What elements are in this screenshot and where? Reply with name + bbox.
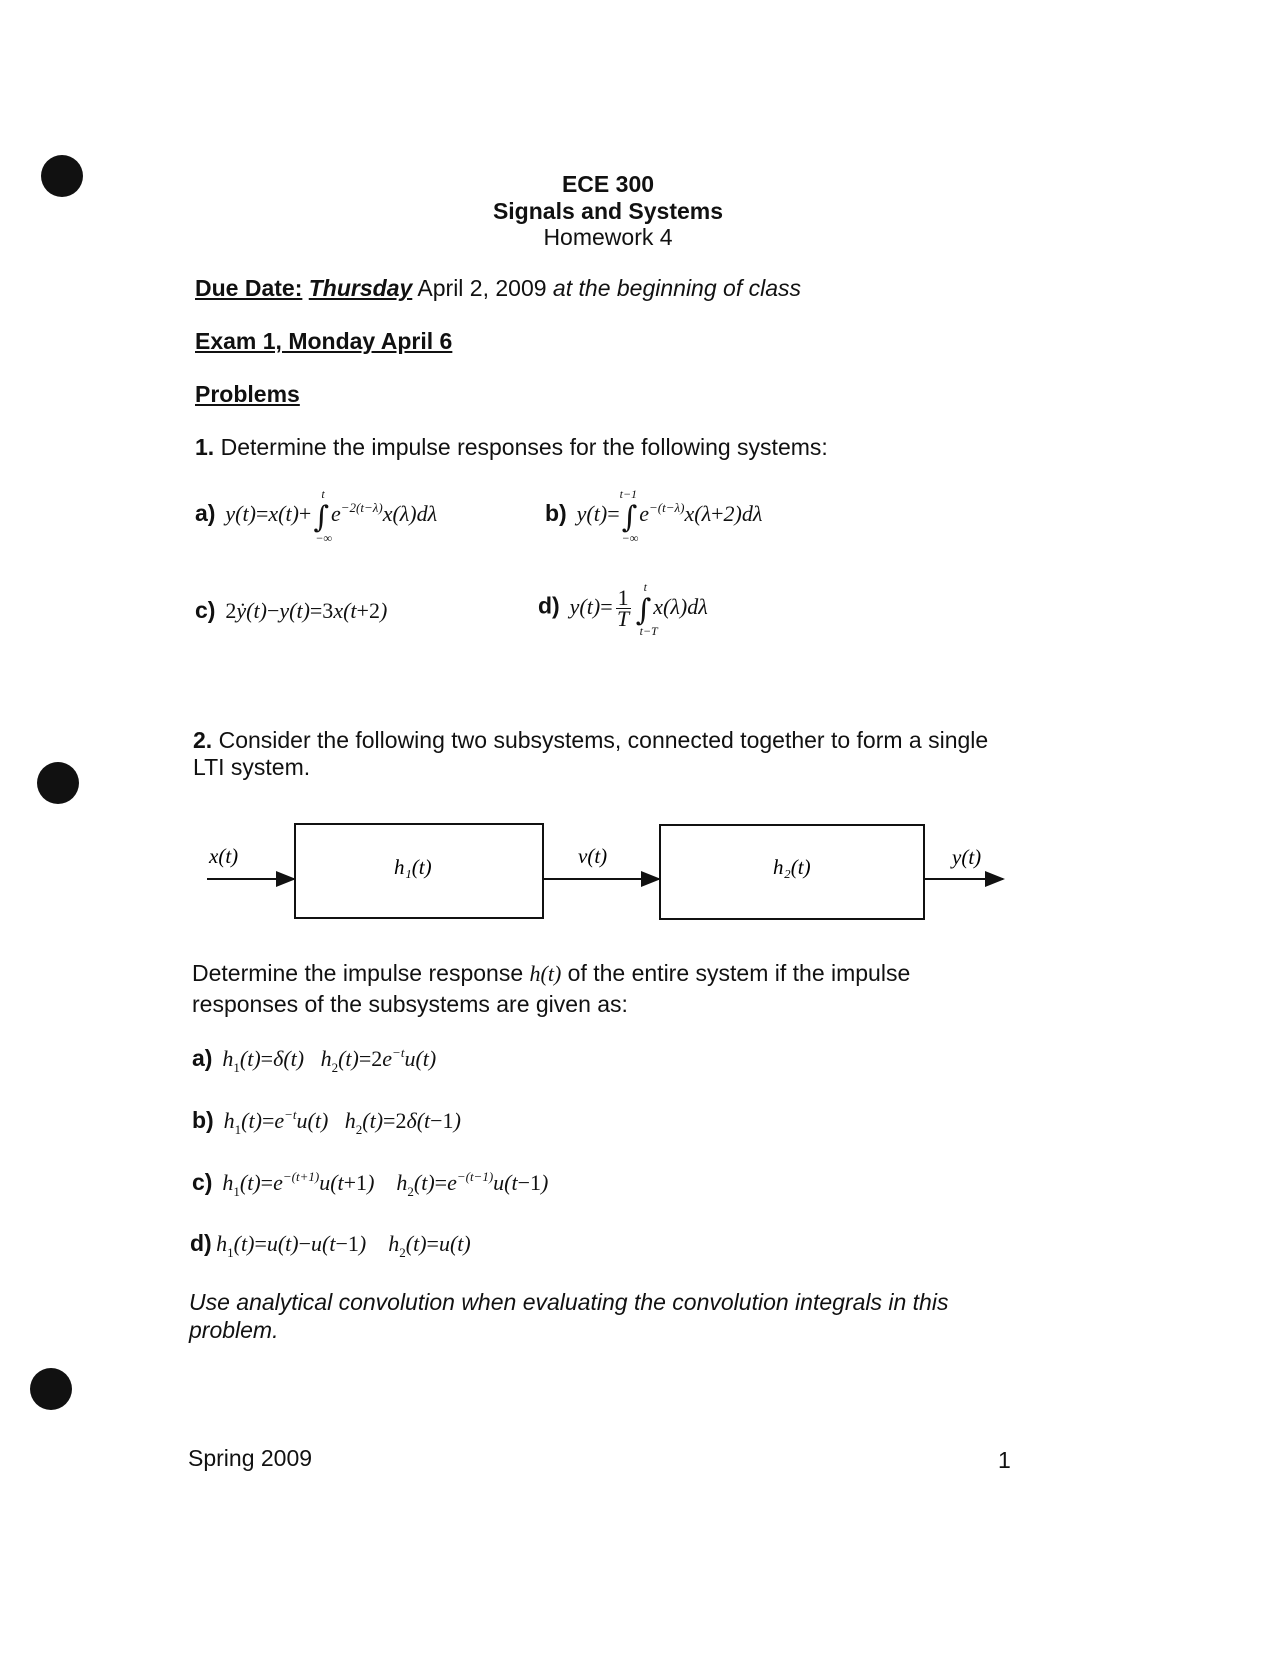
mid-signal-label: v(t) [578, 844, 608, 868]
exam-note: Exam 1, Monday April 6 [195, 328, 453, 354]
problem-2-text-line2: LTI system. [193, 754, 311, 780]
due-note: at the beginning of class [546, 275, 801, 301]
course-title: Signals and Systems [492, 198, 724, 224]
problem-2d-equation: $h_1(t)=u(t)-u(t-1)$ $h_2(t)=u(t)$ [216, 1231, 471, 1260]
problem-2b [192, 1107, 461, 1138]
problem-1b-upper-limit: t−1 [619, 487, 638, 501]
problem-1b-equation: y(t)=∫ t−1 −∞ $e^{-(t-\lambda)}x(\lambda+2)d\lambda$ [571, 487, 763, 545]
determine-text-a: Determine the impulse response [192, 960, 524, 986]
problem-1a-upper-limit: t [321, 487, 325, 501]
problem-1d-equation: y(t)= $\frac{1}{T}$ ∫ t t−T x(λ)dλ [564, 579, 708, 638]
problem-1d-lower-limit: t−T [639, 623, 658, 638]
note-line2: problem. [189, 1317, 279, 1343]
block-h2-label: h₂(t) [773, 855, 811, 879]
problem-2-determine [192, 958, 910, 1019]
output-signal-label: y(t) [952, 845, 982, 869]
problem-2c [192, 1169, 548, 1200]
problem-1a-label: a) [195, 500, 216, 526]
problem-2d [190, 1230, 471, 1261]
problem-1a [195, 487, 438, 545]
footer-term: Spring 2009 [188, 1445, 313, 1471]
block-diagram [195, 815, 1015, 930]
problem-1d-denominator: T [617, 606, 630, 631]
problems-heading: Problems [195, 381, 300, 407]
problem-2-text-line1: Consider the following two subsystems, connected together to form a single [212, 727, 989, 753]
problem-1c [195, 597, 387, 624]
block-h1-label: h₁(t) [394, 855, 432, 879]
problem-2d-label: d) [190, 1230, 212, 1256]
input-signal-label: x(t) [209, 844, 239, 868]
problem-1d-upper-limit: t [643, 579, 647, 594]
problem-2b-equation: $h_1(t)=e^{-t}u(t)$ $h_2(t)=2\delta(t-1)$ [218, 1107, 461, 1137]
determine-text-b: of the entire system if the impulse [561, 960, 911, 986]
problem-2a [192, 1045, 436, 1076]
problem-2c-equation: $h_1(t)=e^{-(t+1)}u(t+1)$ $h_2(t)=e^{-(t-1)}u(t-1)$ [216, 1169, 549, 1199]
problem-2c-label: c) [192, 1169, 213, 1195]
problem-1c-label: c) [195, 597, 216, 623]
problem-1-text: Determine the impulse responses for the following systems: [214, 434, 828, 460]
determine-text-line2: responses of the subsystems are given as: [192, 991, 628, 1017]
problem-1-statement [195, 432, 828, 462]
problem-1b [545, 487, 763, 545]
problem-1d-numerator: 1 [617, 585, 629, 610]
problem-1a-equation: y(t)=x(t)+∫ t −∞ $e^{-2(t-\lambda)}x(\lambda)d\lambda$ [219, 487, 438, 545]
problem-1-number: 1. [195, 434, 215, 460]
due-date: April 2, 2009 [412, 275, 547, 301]
problem-2-number: 2. [193, 727, 213, 753]
problem-1d-label: d) [538, 592, 560, 619]
convolution-note [189, 1288, 948, 1344]
problem-1b-lower-limit: −∞ [621, 531, 639, 545]
note-line1: Use analytical convolution when evaluating the convolution integrals in this [189, 1289, 949, 1315]
binder-hole-bottom [30, 1368, 72, 1410]
due-date-label: Due Date: [195, 275, 303, 301]
problem-2a-label: a) [192, 1045, 213, 1071]
page-number: 1 [998, 1447, 1011, 1473]
binder-hole-middle [37, 762, 79, 804]
problem-1d [538, 579, 708, 638]
due-date-line [195, 273, 801, 303]
problem-2-statement [193, 727, 988, 781]
problem-1c-equation: 2ẏ(t)−y(t)=3x(t+2) [225, 598, 388, 623]
assignment-title: Homework 4 [543, 224, 673, 250]
problem-1a-lower-limit: −∞ [315, 531, 332, 545]
problem-2b-label: b) [192, 1107, 214, 1133]
determine-h: h(t) [529, 961, 562, 986]
due-day: Thursday [308, 275, 413, 301]
problem-2a-equation: $h_1(t)=\delta(t)$ $h_2(t)=2e^{-t}u(t)$ [216, 1045, 437, 1075]
problem-1b-label: b) [545, 500, 567, 526]
course-number: ECE 300 [561, 171, 655, 197]
